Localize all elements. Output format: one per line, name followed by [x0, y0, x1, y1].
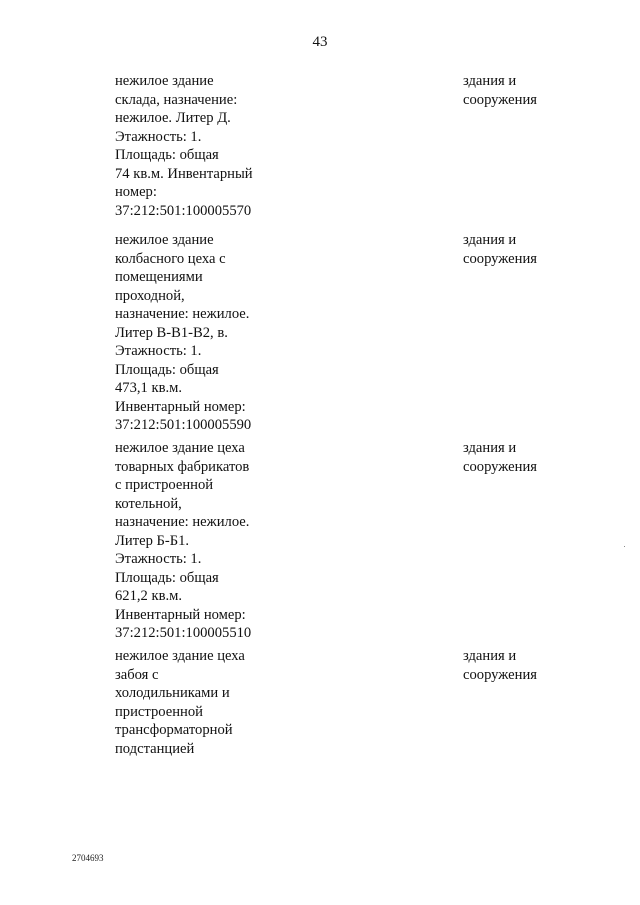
- description-line: нежилое здание: [115, 232, 214, 248]
- description-line: Инвентарный номер:: [115, 606, 246, 623]
- description-line: нежилое здание цеха: [115, 648, 245, 664]
- description-line: трансформаторной: [115, 722, 233, 738]
- description-line: нежилое здание: [115, 73, 214, 89]
- description-line: подстанцией: [115, 740, 195, 757]
- description-line: нежилое здание цеха: [115, 440, 245, 456]
- description-line: Литер В-В1-В2, в.: [115, 324, 228, 341]
- category-line: сооружения: [463, 458, 537, 475]
- description-line: холодильниками и: [115, 685, 230, 701]
- property-description: [115, 647, 285, 758]
- category-line: здания и: [463, 232, 517, 248]
- description-line: 74 кв.м. Инвентарный: [115, 165, 253, 182]
- description-line: Площадь: общая: [115, 147, 219, 163]
- description-line: 621,2 кв.м.: [115, 588, 182, 604]
- property-category: [463, 72, 583, 109]
- description-line: проходной,: [115, 287, 185, 304]
- description-line: Инвентарный номер:: [115, 398, 246, 415]
- property-category: [463, 439, 583, 476]
- description-line: 37:212:501:100005570: [115, 202, 252, 219]
- property-description: [115, 72, 285, 220]
- scan-speck: [624, 546, 625, 547]
- description-line: номер:: [115, 184, 157, 200]
- description-line: забоя с: [115, 666, 159, 683]
- property-category: [463, 231, 583, 268]
- page-number: 43: [312, 34, 328, 50]
- description-line: нежилое. Литер Д.: [115, 110, 231, 126]
- category-line: сооружения: [463, 250, 537, 267]
- description-line: 473,1 кв.м.: [115, 380, 182, 396]
- description-line: назначение: нежилое.: [115, 514, 250, 530]
- description-line: Этажность: 1.: [115, 551, 202, 567]
- category-line: здания и: [463, 648, 517, 664]
- category-line: сооружения: [463, 91, 537, 108]
- category-line: здания и: [463, 73, 517, 89]
- description-line: 37:212:501:100005510: [115, 625, 252, 641]
- description-line: 37:212:501:100005590: [115, 417, 252, 433]
- description-line: Площадь: общая: [115, 361, 219, 378]
- category-line: сооружения: [463, 666, 537, 683]
- property-description: [115, 231, 285, 435]
- description-line: склада, назначение:: [115, 91, 238, 108]
- description-line: назначение: нежилое.: [115, 306, 250, 322]
- category-line: здания и: [463, 440, 517, 456]
- description-line: Площадь: общая: [115, 569, 219, 586]
- description-line: с пристроенной: [115, 477, 214, 493]
- description-line: помещениями: [115, 269, 203, 285]
- description-line: Этажность: 1.: [115, 343, 202, 359]
- property-category: [463, 647, 583, 684]
- description-line: Этажность: 1.: [115, 128, 202, 145]
- description-line: пристроенной: [115, 703, 203, 720]
- description-line: товарных фабрикатов: [115, 458, 250, 475]
- description-line: колбасного цеха с: [115, 250, 226, 267]
- footer-document-code: 2704693: [72, 853, 104, 863]
- description-line: котельной,: [115, 495, 182, 512]
- property-description: [115, 439, 285, 643]
- description-line: Литер Б-Б1.: [115, 532, 190, 549]
